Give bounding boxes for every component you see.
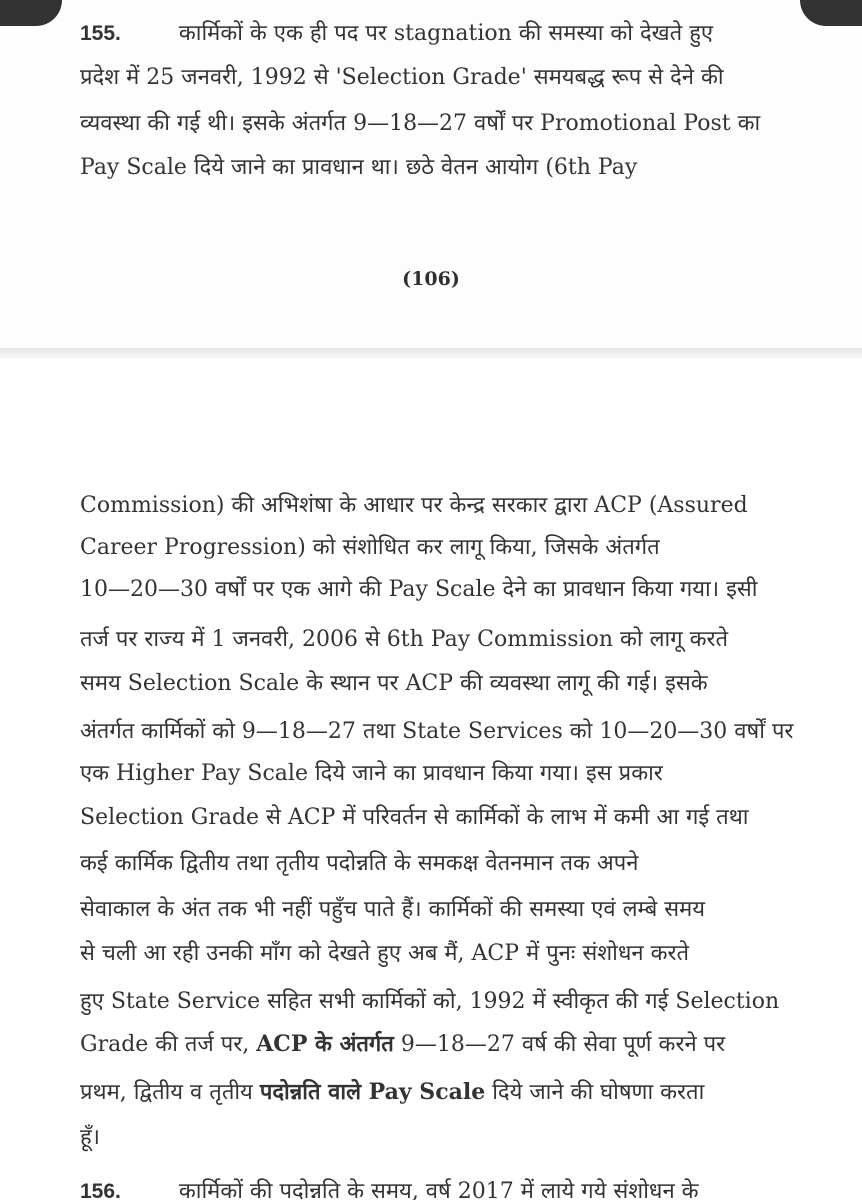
body-line-13-bold: ACP के अंतर्गत xyxy=(256,1031,394,1057)
body-line-13 xyxy=(80,1030,725,1059)
body-line-12: हुए State Service सहित सभी कार्मिकों को, 1992 में स्वीकृत की गई Selection xyxy=(80,989,780,1014)
para-155-line-2: प्रदेश में 25 जनवरी, 1992 से 'Selection Grade' समयबद्ध रूप से देने की xyxy=(80,65,724,90)
para-155-line-3: व्यवस्था की गई थी। इसके अंतर्गत 9—18—27 वर्षों पर Promotional Post का xyxy=(80,111,761,136)
body-line-7: एक Higher Pay Scale दिये जाने का प्रावधान किया गया। इस प्रकार xyxy=(80,761,663,786)
body-line-5: समय Selection Scale के स्थान पर ACP की व्यवस्था लागू की गई। इसके xyxy=(80,671,708,696)
viewer-corner-right xyxy=(800,0,862,26)
body-line-13-part-a: Grade की तर्ज पर, xyxy=(80,1032,257,1057)
body-line-13-part-b: 9—18—27 वर्ष की सेवा पूर्ण करने पर xyxy=(393,1032,726,1057)
para-155-line-1 xyxy=(80,20,713,48)
body-line-10: सेवाकाल के अंत तक भी नहीं पहुँच पाते हैं। कार्मिकों की समस्या एवं लम्बे समय xyxy=(80,897,706,922)
para-155-line-1-text: कार्मिकों के एक ही पद पर stagnation की समस्या को देखते हुए xyxy=(178,21,714,46)
body-line-15: हूँ। xyxy=(80,1125,101,1150)
body-line-4: तर्ज पर राज्य में 1 जनवरी, 2006 से 6th Pay Commission को लागू करते xyxy=(80,627,729,652)
body-line-14-bold-2: Pay Scale xyxy=(361,1079,486,1105)
body-line-11: से चली आ रही उनकी माँग को देखते हुए अब मैं, ACP में पुनः संशोधन करते xyxy=(80,941,690,966)
body-line-14 xyxy=(80,1078,704,1107)
body-line-8: Selection Grade से ACP में परिवर्तन से कार्मिकों के लाभ में कमी आ गई तथा xyxy=(80,805,749,830)
para-156-line-1 xyxy=(80,1178,699,1200)
body-line-9: कई कार्मिक द्वितीय तथा तृतीय पदोन्नति के समकक्ष वेतनमान तक अपने xyxy=(80,851,639,876)
body-line-6: अंतर्गत कार्मिकों को 9—18—27 तथा State Services को 10—20—30 वर्षों पर xyxy=(80,719,794,744)
body-line-2: Career Progression) को संशोधित कर लागू किया, जिसके अंतर्गत xyxy=(80,535,660,560)
page-number: (106) xyxy=(402,268,460,290)
page-divider xyxy=(0,348,862,358)
viewer-corner-left xyxy=(0,0,62,26)
para-156-text: कार्मिकों की पदोन्नति के समय, वर्ष 2017 में लाये गये संशोधन के xyxy=(178,1179,699,1200)
para-155-line-4: Pay Scale दिये जाने का प्रावधान था। छठे वेतन आयोग (6th Pay xyxy=(80,155,638,180)
para-number-156: 156. xyxy=(80,1180,121,1200)
body-line-14-bold-1: पदोन्नति वाले xyxy=(259,1079,361,1105)
body-line-3: 10—20—30 वर्षों पर एक आगे की Pay Scale देने का प्रावधान किया गया। इसी xyxy=(80,577,758,602)
body-line-1: Commission) की अभिशंषा के आधार पर केन्द्र सरकार द्वारा ACP (Assured xyxy=(80,493,748,518)
body-line-14-part-a: प्रथम, द्वितीय व तृतीय xyxy=(80,1080,260,1105)
page-upper xyxy=(0,0,862,348)
para-number-155: 155. xyxy=(80,22,121,45)
page-lower xyxy=(0,358,862,1200)
body-line-14-part-b: दिये जाने की घोषणा करता xyxy=(485,1080,705,1105)
